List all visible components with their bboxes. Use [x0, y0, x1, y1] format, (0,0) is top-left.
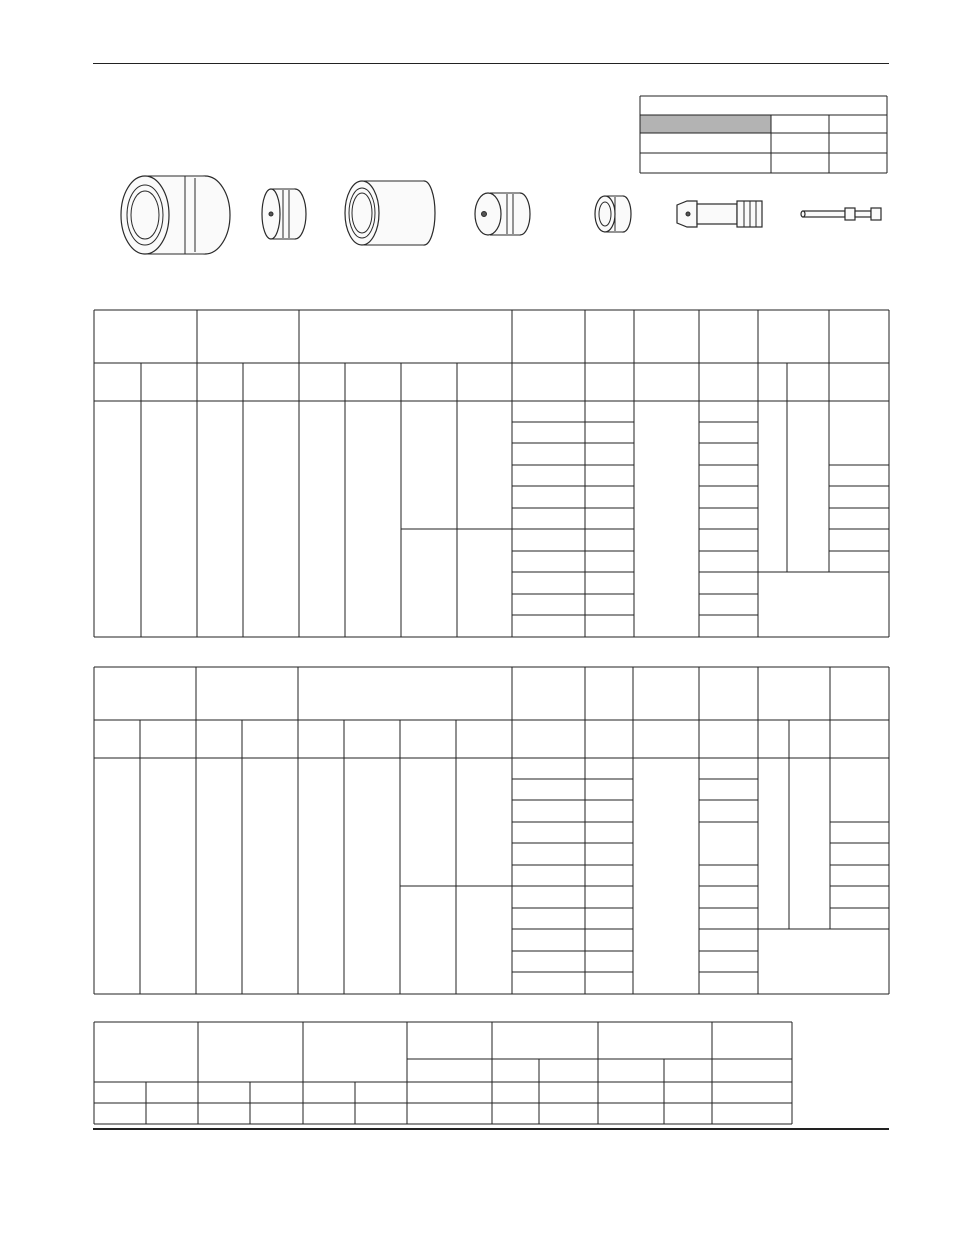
- footer-rule: [93, 1128, 889, 1130]
